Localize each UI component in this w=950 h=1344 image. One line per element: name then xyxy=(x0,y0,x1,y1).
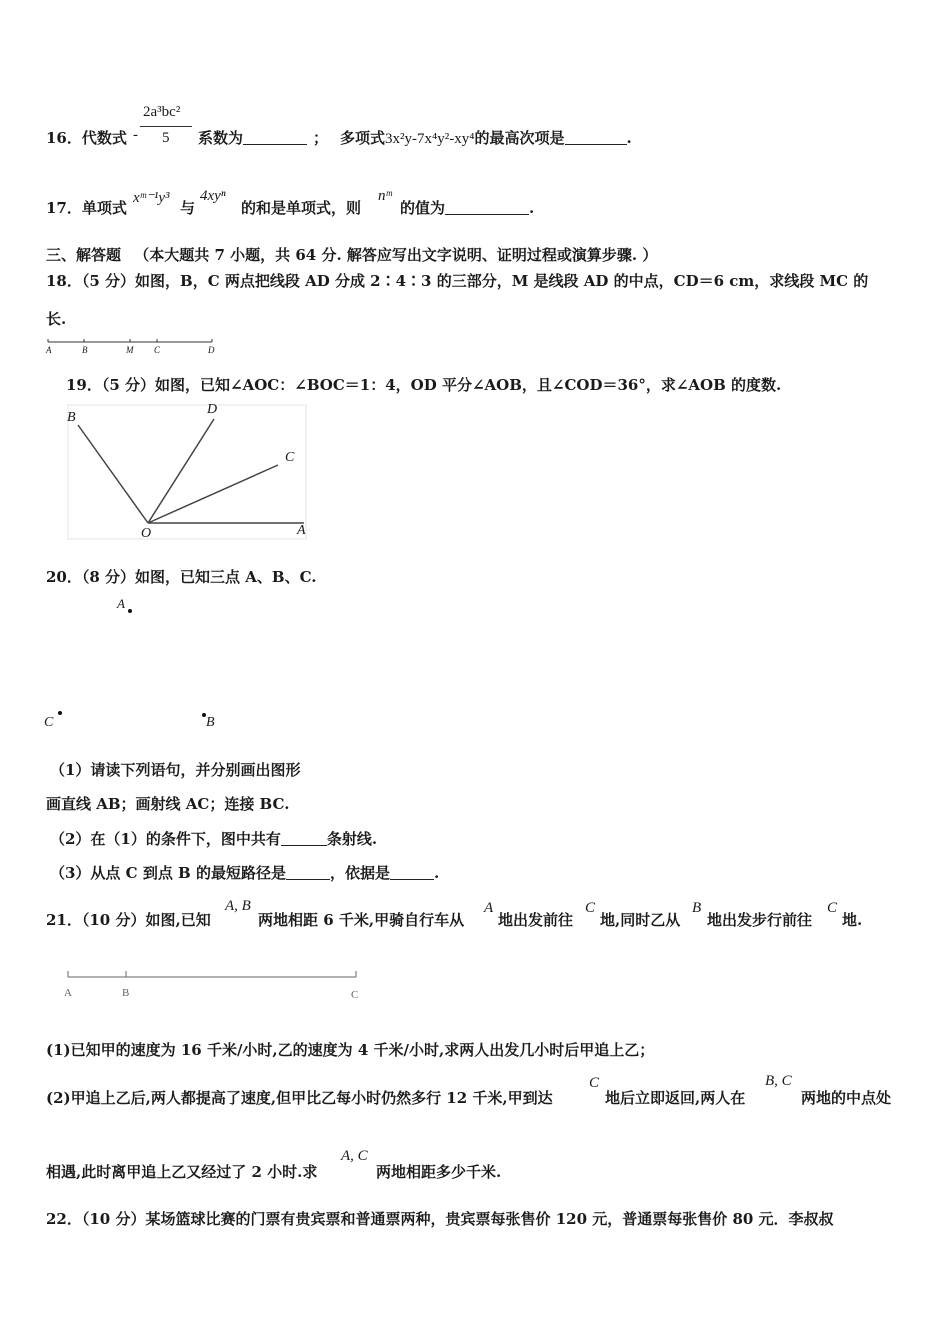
q20-blank-path[interactable] xyxy=(286,865,330,880)
q21-line1 xyxy=(46,910,211,930)
q17-line xyxy=(46,198,127,218)
q20-point-A xyxy=(128,609,132,613)
section3-heading xyxy=(46,245,657,265)
q20-part3c: . xyxy=(433,864,440,882)
q21-line1-c xyxy=(498,910,573,930)
q18-label-B: B xyxy=(82,345,88,355)
q21-sub2-b xyxy=(605,1088,745,1108)
q18-label-C: C xyxy=(154,345,161,355)
q20-label-B: B xyxy=(206,715,215,730)
q21-p3: 地出发前往 xyxy=(498,911,574,929)
q17-term3: nᵐ xyxy=(378,188,392,204)
q18-segment-figure xyxy=(0,333,950,353)
q16-minus: - xyxy=(133,127,138,143)
q16-line-2 xyxy=(198,128,632,149)
q16-mid2: 多项式 xyxy=(340,129,386,147)
q21-line1-f xyxy=(842,910,862,930)
q21-label-A: A xyxy=(64,987,72,999)
q21-p4: 地,同时乙从 xyxy=(600,911,681,929)
q20-part2a: （2）在（1）的条件下，图中共有 xyxy=(50,830,281,848)
q21-line1-e xyxy=(707,910,812,930)
q21-segment-figure xyxy=(0,965,950,995)
q21-BC: B, C xyxy=(765,1073,792,1089)
q16-suffix: 的最高次项是 xyxy=(474,129,565,147)
q21-C: C xyxy=(585,900,596,916)
q17-end: . xyxy=(529,199,535,217)
q20-part3b: ，依据是 xyxy=(329,864,390,882)
q21-sub2a: (2)甲追上乙后,两人都提高了速度,但甲比乙每小时仍然多行 12 千米,甲到达 xyxy=(46,1089,553,1107)
q19-angle-figure xyxy=(68,405,308,545)
q17-term1: xᵐ⁻¹y³ xyxy=(133,190,170,206)
q21-sub2b: 地后立即返回,两人在 xyxy=(605,1089,746,1107)
q19-label-D: D xyxy=(207,402,218,417)
q16-prefix: 代数式 xyxy=(81,129,127,147)
q21-AB: A, B xyxy=(225,898,251,914)
q19-label-A: A xyxy=(297,523,306,538)
q21-B: B xyxy=(692,900,702,916)
q16-number: 16． xyxy=(46,129,82,147)
q19-label-O: O xyxy=(141,526,152,541)
q16-end: . xyxy=(626,129,632,147)
q21-line1-b xyxy=(258,910,464,930)
q21-A: A xyxy=(484,900,494,916)
q17-line-2 xyxy=(180,198,195,218)
q21-sub2 xyxy=(46,1088,553,1108)
q19-ray-OB xyxy=(78,425,148,523)
q19-label-B: B xyxy=(67,410,76,425)
q16-poly: 3x²y-7x⁴y²-xy⁴ xyxy=(385,131,475,147)
q20-part3a: （3）从点 C 到点 B 的最短路径是 xyxy=(50,864,286,882)
q17-blank[interactable] xyxy=(445,200,529,215)
q20-part1: （1）请读下列语句，并分别画出图形 xyxy=(50,761,301,779)
q21-sub3b: 两地相距多少千米. xyxy=(376,1163,502,1181)
q19-ray-OD xyxy=(148,419,214,523)
q19-label-C: C xyxy=(285,450,295,465)
q21-p5: 地出发步行前往 xyxy=(707,911,813,929)
q21-p2: 两地相距 6 千米,甲骑自行车从 xyxy=(258,911,465,929)
q21-sub2-C: C xyxy=(589,1075,600,1091)
q18-label-D: D xyxy=(208,345,215,355)
q21-p6: 地. xyxy=(842,911,863,929)
q16-blank-1[interactable] xyxy=(243,130,307,145)
q16-mid: 系数为 xyxy=(198,129,244,147)
q17-term2: 4xyⁿ xyxy=(200,188,226,204)
q20-part2b: 条射线. xyxy=(326,830,378,848)
q19-text: 19．（5 分）如图，已知∠AOC：∠BOC＝1：4，OD 平分∠AOB，且∠COD＝36°，求∠AOB 的度数. xyxy=(66,376,782,394)
section3-title: 三、解答题 xyxy=(46,246,122,264)
q17-mid: 与 xyxy=(180,199,196,217)
q21-sub3a: 相遇,此时离甲追上乙又经过了 2 小时.求 xyxy=(46,1163,318,1181)
q21-sub1: (1)已知甲的速度为 16 千米/小时,乙的速度为 4 千米/小时,求两人出发几小时后甲追上乙； xyxy=(46,1041,655,1059)
q19-figure-frame xyxy=(68,405,306,539)
q20-point-C xyxy=(58,711,62,715)
q21-line1-d xyxy=(600,910,680,930)
q16-sep: ； xyxy=(313,129,329,147)
q17-number: 17． xyxy=(46,199,82,217)
q21-sub3 xyxy=(46,1162,317,1182)
q17-suffix: 的值为 xyxy=(400,199,446,217)
q17-line-4 xyxy=(400,198,534,218)
q17-prefix: 单项式 xyxy=(81,199,127,217)
q20-blank-rays[interactable] xyxy=(281,831,327,846)
q16-frac-den: 5 xyxy=(162,130,170,146)
q16-frac-num: 2a³bc² xyxy=(143,104,181,120)
q21-p1: 21．（10 分）如图,已知 xyxy=(46,911,211,929)
section3-note: （本大题共 7 小题，共 64 分. 解答应写出文字说明、证明过程或演算步骤. ） xyxy=(134,246,658,264)
q22-text: 22．（10 分）某场篮球比赛的门票有贵宾票和普通票两种，贵宾票每张售价 120 元，普通票每张售价 80 元．李叔叔 xyxy=(46,1210,834,1228)
q16-frac-bar xyxy=(140,126,192,127)
q17-line-3 xyxy=(241,198,361,218)
q20-part2 xyxy=(50,829,377,849)
q20-label-A: A xyxy=(117,596,125,611)
q16-blank-2[interactable] xyxy=(565,130,627,145)
q20-part1b: 画直线 AB；画射线 AC；连接 BC. xyxy=(46,795,290,813)
q18-line2: 长. xyxy=(46,310,67,328)
q21-sub2-c xyxy=(801,1088,891,1108)
q18-line1: 18．（5 分）如图，B，C 两点把线段 AD 分成 2∶4∶3 的三部分，M 是线段 AD 的中点，CD＝6 cm，求线段 MC 的 xyxy=(46,272,869,290)
q17-mid2: 的和是单项式，则 xyxy=(241,199,362,217)
q20-text: 20．（8 分）如图，已知三点 A、B、C. xyxy=(46,568,317,586)
q20-label-C: C xyxy=(44,715,54,730)
q21-sub2c: 两地的中点处 xyxy=(801,1089,892,1107)
q21-AC: A, C xyxy=(341,1148,368,1164)
q20-part3 xyxy=(50,863,439,883)
q21-label-C: C xyxy=(351,989,359,1001)
q21-C2: C xyxy=(827,900,838,916)
q16-line xyxy=(46,128,127,148)
q18-label-A: A xyxy=(46,345,52,355)
q21-label-B: B xyxy=(122,987,130,999)
q21-sub3-b xyxy=(376,1162,501,1182)
q20-blank-reason[interactable] xyxy=(390,865,434,880)
q19-ray-OC xyxy=(148,465,278,523)
q18-label-M: M xyxy=(126,345,134,355)
